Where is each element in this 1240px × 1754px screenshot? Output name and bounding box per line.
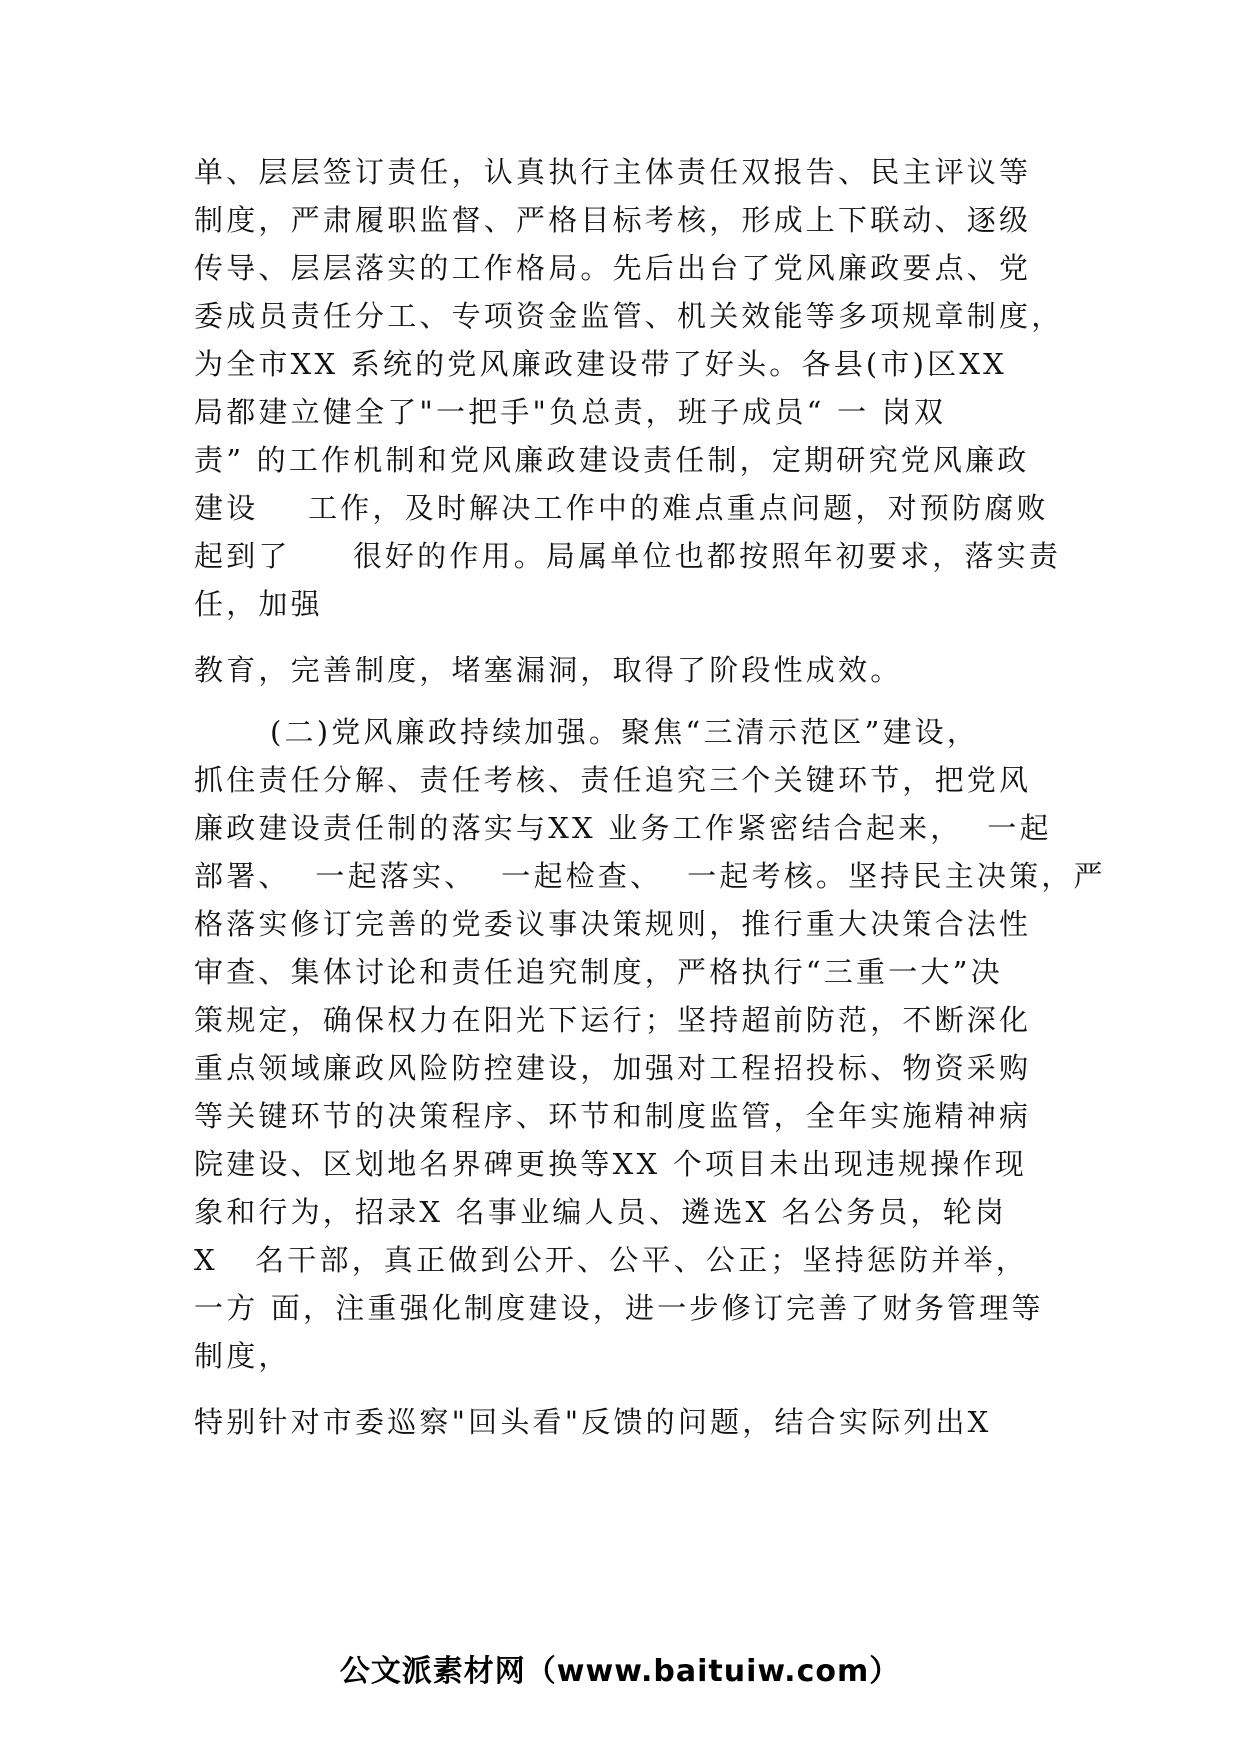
text-line: 审查、集体讨论和责任追究制度，严格执行“三重一大”决: [194, 955, 1003, 989]
text-line: 重点领域廉政风险防控建设，加强对工程招投标、物资采购: [194, 1051, 1032, 1085]
text-line: 抓住责任分解、责任考核、责任追究三个关键环节，把党风: [194, 763, 1032, 797]
text-line: 局都建立健全了"一把手"负总责，班子成员“ 一 岗双: [194, 395, 947, 429]
page-footer-watermark: 公文派素材网（www.baituiw.com）: [339, 1654, 901, 1689]
text-line: 部署、 一起落实、 一起检查、 一起考核。坚持民主决策，严: [194, 859, 1106, 893]
text-line: 等关键环节的决策程序、环节和制度监管，全年实施精神病: [194, 1099, 1032, 1133]
text-line: 为全市XX 系统的党风廉政建设带了好头。各县(市)区XX: [194, 347, 1008, 381]
text-line: 责” 的工作机制和党风廉政建设责任制，定期研究党风廉政: [194, 443, 1030, 477]
text-line: 策规定，确保权力在阳光下运行；坚持超前防范，不断深化: [194, 1003, 1032, 1037]
text-line: 院建设、区划地名界碑更换等XX 个项目未出现违规操作现: [194, 1147, 1027, 1181]
text-line: 建设 工作，及时解决工作中的难点重点问题，对预防腐败: [194, 491, 1049, 525]
text-line: 象和行为，招录X 名事业编人员、遴选X 名公务员，轮岗: [194, 1195, 1008, 1229]
text-line: 制度，: [194, 1339, 291, 1373]
text-line: 廉政建设责任制的落实与XX 业务工作紧密结合起来， 一起: [194, 811, 1052, 845]
text-line: 任，加强: [194, 587, 323, 621]
text-line: 单、层层签订责任，认真执行主体责任双报告、民主评议等: [194, 155, 1032, 189]
text-line: 一方 面，注重强化制度建设，进一步修订完善了财务管理等: [194, 1291, 1044, 1325]
text-line: 起到了 很好的作用。局属单位也都按照年初要求，落实责: [194, 539, 1062, 573]
text-line: 制度，严肃履职监督、严格目标考核，形成上下联动、逐级: [194, 203, 1032, 237]
text-line: 特别针对市委巡察"回头看"反馈的问题，结合实际列出X: [194, 1405, 992, 1439]
text-line: 委成员责任分工、专项资金监管、机关效能等多项规章制度，: [194, 299, 1064, 333]
section-heading-line: (二)党风廉政持续加强。聚焦“三清示范区”建设，: [270, 715, 980, 749]
text-line: X 名干部，真正做到公开、公平、公正；坚持惩防并举，: [194, 1243, 1028, 1277]
text-line: 格落实修订完善的党委议事决策规则，推行重大决策合法性: [194, 907, 1032, 941]
text-line: 传导、层层落实的工作格局。先后出台了党风廉政要点、党: [194, 251, 1032, 285]
text-line: 教育，完善制度，堵塞漏洞，取得了阶段性成效。: [194, 653, 903, 687]
